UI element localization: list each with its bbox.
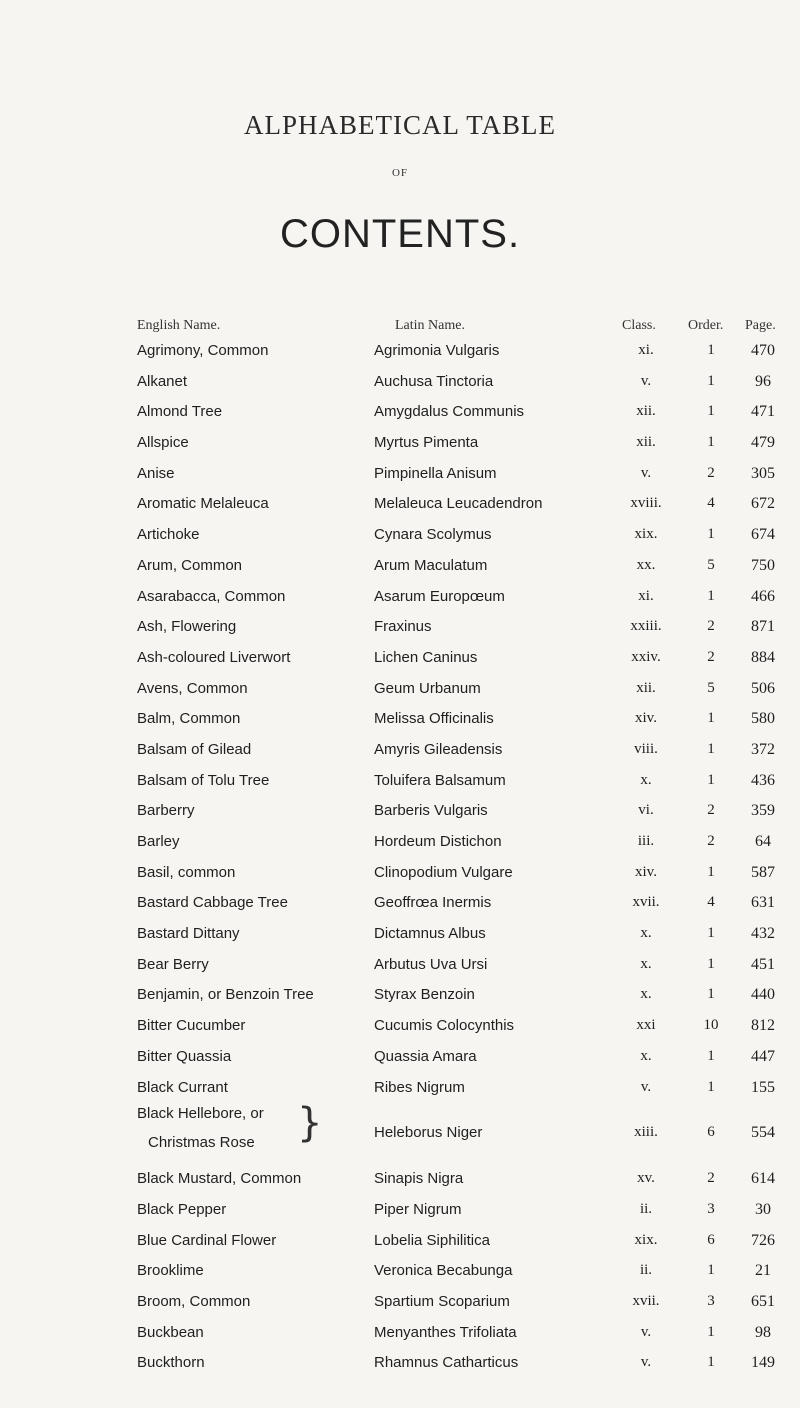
class-value: xi.: [638, 587, 654, 604]
order-value: 10: [703, 1017, 719, 1034]
table-row: [0, 672, 800, 703]
column-header-order: Order.: [688, 318, 724, 333]
page-number: 580: [751, 710, 775, 728]
class-value: v.: [640, 1323, 652, 1340]
english-name: Arum, Common: [137, 556, 243, 574]
order-value: 3: [707, 1200, 715, 1217]
english-name: Alkanet: [137, 372, 188, 390]
order-value: 1: [707, 1047, 715, 1064]
order-value: 1: [707, 587, 715, 604]
table-row: [0, 856, 800, 887]
latin-name: Amygdalus Communis: [374, 403, 525, 421]
english-name: Buckbean: [137, 1323, 204, 1341]
table-row: [0, 1254, 800, 1285]
order-value: 1: [707, 434, 715, 451]
english-name: Almond Tree: [137, 403, 223, 421]
class-value: xxiv.: [631, 648, 661, 665]
class-value: xiv.: [635, 710, 657, 727]
table-row: [0, 365, 800, 396]
class-value: ii.: [639, 1200, 653, 1217]
english-name: Black Pepper: [137, 1200, 227, 1218]
english-name: Benjamin, or Benzoin Tree: [137, 986, 314, 1004]
latin-name: Cynara Scolymus: [374, 526, 492, 544]
class-value: xiv.: [635, 863, 657, 880]
page-number: 554: [751, 1124, 775, 1142]
latin-name: Auchusa Tinctoria: [374, 372, 494, 390]
latin-name: Clinopodium Vulgare: [374, 863, 513, 881]
latin-name: Menyanthes Trifoliata: [374, 1323, 517, 1341]
english-name: Brooklime: [137, 1262, 204, 1280]
order-value: 1: [707, 1354, 715, 1371]
page-number: 479: [751, 434, 775, 452]
latin-name: Piper Nigrum: [374, 1200, 462, 1218]
latin-name: Lobelia Siphilitica: [374, 1231, 490, 1249]
page-number: 871: [751, 618, 775, 636]
class-value: x.: [640, 925, 652, 942]
page-number: 587: [751, 863, 775, 881]
brace-icon: }: [297, 1100, 323, 1147]
class-value: v.: [640, 372, 652, 389]
order-value: 1: [707, 986, 715, 1003]
order-value: 6: [707, 1231, 715, 1248]
table-row: [0, 764, 800, 795]
table-row: [0, 580, 800, 611]
latin-name: Melaleuca Leucadendron: [374, 495, 543, 513]
class-value: v.: [640, 1078, 652, 1095]
class-value: xii.: [636, 403, 656, 420]
order-value: 1: [707, 710, 715, 727]
english-name: Balm, Common: [137, 710, 241, 728]
table-row: [0, 395, 800, 426]
class-value: x.: [640, 1047, 652, 1064]
english-name: Barberry: [137, 802, 195, 820]
table-row: [0, 1193, 800, 1224]
english-name: Aromatic Melaleuca: [137, 495, 269, 513]
order-value: 1: [707, 1323, 715, 1340]
class-value: xii.: [636, 434, 656, 451]
class-value: xxiii.: [630, 618, 662, 635]
page-number: 726: [751, 1231, 775, 1249]
latin-name: Dictamnus Albus: [374, 925, 486, 943]
table-row: [0, 886, 800, 917]
class-value: xvii.: [632, 894, 660, 911]
latin-name: Cucumis Colocynthis: [374, 1017, 515, 1035]
class-value: viii.: [634, 740, 658, 757]
page-number: 470: [751, 342, 775, 359]
table-row: [0, 978, 800, 1009]
class-value: xix.: [634, 526, 658, 543]
english-name: Bastard Cabbage Tree: [137, 894, 288, 912]
page-number: 30: [755, 1200, 771, 1218]
latin-name: Styrax Benzoin: [374, 986, 475, 1004]
page-number: 672: [751, 495, 775, 513]
table-row: [0, 426, 800, 457]
english-name: Black Currant: [137, 1078, 228, 1096]
english-name: Ash, Flowering: [137, 618, 237, 636]
column-header-english: English Name.: [137, 318, 221, 333]
page-number: 651: [751, 1292, 775, 1310]
order-value: 1: [707, 526, 715, 543]
table-row: [0, 948, 800, 979]
page-number: 631: [751, 894, 775, 912]
class-value: xv.: [637, 1170, 655, 1187]
contents-table: [0, 334, 800, 1377]
table-row: [0, 457, 800, 488]
order-value: 1: [707, 740, 715, 757]
english-name: Agrimony, Common: [137, 342, 269, 359]
latin-name: Quassia Amara: [374, 1047, 477, 1065]
order-value: 1: [707, 955, 715, 972]
class-value: ii.: [639, 1262, 653, 1279]
table-row: [0, 518, 800, 549]
order-value: 1: [707, 1078, 715, 1095]
table-row: [0, 549, 800, 580]
english-name: Artichoke: [137, 526, 200, 544]
latin-name: Lichen Caninus: [374, 648, 478, 666]
english-name: Balsam of Tolu Tree: [137, 771, 270, 789]
table-row: [0, 610, 800, 641]
order-value: 2: [707, 1170, 715, 1187]
class-value: xii.: [636, 679, 656, 696]
class-value: xi.: [638, 342, 654, 358]
page-number: 447: [751, 1047, 775, 1065]
page-number: 98: [755, 1323, 771, 1341]
page-number: 884: [751, 648, 775, 666]
order-value: 5: [707, 679, 715, 696]
order-value: 2: [707, 618, 715, 635]
table-row: [0, 1101, 800, 1162]
order-value: 3: [707, 1292, 715, 1309]
order-value: 6: [707, 1124, 715, 1141]
class-value: xvii.: [632, 1292, 660, 1309]
table-row: [0, 1346, 800, 1377]
page-number: 466: [751, 587, 775, 605]
order-value: 2: [707, 802, 715, 819]
english-name: Balsam of Gilead: [137, 740, 252, 758]
english-name: Blue Cardinal Flower: [137, 1231, 277, 1249]
page-number: 451: [751, 955, 775, 973]
order-value: 1: [707, 771, 715, 788]
page-number: 440: [751, 986, 775, 1004]
page-number: 812: [751, 1017, 775, 1035]
order-value: 4: [707, 894, 715, 911]
english-name: Asarabacca, Common: [137, 587, 286, 605]
latin-name: Barberis Vulgaris: [374, 802, 488, 820]
table-row: [0, 487, 800, 518]
page-number: 155: [751, 1078, 775, 1096]
latin-name: Asarum Europœum: [374, 587, 505, 605]
class-value: x.: [640, 955, 652, 972]
table-row: [0, 917, 800, 948]
page-title: ALPHABETICAL TABLE: [243, 110, 557, 140]
latin-name: Pimpinella Anisum: [374, 464, 497, 482]
english-name: Avens, Common: [137, 679, 248, 697]
column-header-page: Page.: [745, 318, 776, 333]
page-number: 96: [755, 372, 771, 390]
page-number: 372: [751, 740, 775, 758]
class-value: x.: [640, 771, 652, 788]
order-value: 4: [707, 495, 715, 512]
page-heading: CONTENTS.: [279, 212, 521, 256]
english-name: Broom, Common: [137, 1292, 251, 1310]
latin-name: Sinapis Nigra: [374, 1170, 464, 1188]
english-name-line1: Black Hellebore, or: [137, 1105, 264, 1123]
table-row: [0, 1316, 800, 1347]
class-value: xxi: [636, 1017, 656, 1034]
latin-name: Arbutus Uva Ursi: [374, 955, 488, 973]
order-value: 1: [707, 403, 715, 420]
page-number: 149: [751, 1354, 775, 1372]
english-name: Bitter Quassia: [137, 1047, 232, 1065]
table-row: [0, 702, 800, 733]
english-name: Basil, common: [137, 863, 236, 881]
latin-name: Ribes Nigrum: [374, 1078, 465, 1096]
order-value: 1: [707, 372, 715, 389]
english-name-line2: Christmas Rose: [148, 1134, 255, 1152]
table-row: [0, 733, 800, 764]
latin-name: Melissa Officinalis: [374, 710, 494, 728]
table-row: [0, 1224, 800, 1255]
class-value: vi.: [638, 802, 654, 819]
page-number: 614: [751, 1170, 775, 1188]
english-name: Bitter Cucumber: [137, 1017, 246, 1035]
table-row: [0, 794, 800, 825]
table-row: [0, 641, 800, 672]
order-value: 2: [707, 464, 715, 481]
class-value: v.: [640, 464, 652, 481]
class-value: xiii.: [634, 1124, 658, 1141]
page-number: 21: [755, 1262, 771, 1280]
latin-name: Hordeum Distichon: [374, 833, 502, 850]
order-value: 2: [707, 833, 715, 849]
table-row: [0, 825, 800, 856]
order-value: 1: [707, 863, 715, 880]
english-name: [137, 1105, 264, 1151]
latin-name: Geoffrœa Inermis: [374, 894, 492, 912]
class-value: xviii.: [630, 495, 662, 512]
page-number: 750: [751, 556, 775, 574]
english-name: Buckthorn: [137, 1354, 205, 1372]
table-row: [0, 1009, 800, 1040]
latin-name: Myrtus Pimenta: [374, 434, 479, 452]
page-number: 506: [751, 679, 775, 697]
latin-name: Veronica Becabunga: [374, 1262, 513, 1280]
page-number: 305: [751, 464, 775, 482]
order-value: 5: [707, 556, 715, 573]
latin-name: Arum Maculatum: [374, 556, 488, 574]
class-value: xx.: [636, 556, 656, 573]
table-row: [0, 1285, 800, 1316]
latin-name: Toluifera Balsamum: [374, 771, 506, 789]
table-row: [0, 1162, 800, 1193]
latin-name: Spartium Scoparium: [374, 1292, 510, 1310]
page-number: 674: [751, 526, 775, 544]
english-name: Bastard Dittany: [137, 925, 240, 943]
latin-name: Agrimonia Vulgaris: [374, 342, 500, 359]
page-number: 359: [751, 802, 775, 820]
latin-name: Fraxinus: [374, 618, 432, 636]
table-row: [0, 1071, 800, 1102]
order-value: 1: [707, 342, 715, 358]
order-value: 1: [707, 925, 715, 942]
english-name: Ash-coloured Liverwort: [137, 648, 291, 666]
class-value: v.: [640, 1354, 652, 1371]
page-number: 471: [751, 403, 775, 421]
class-value: iii.: [637, 833, 655, 849]
table-row: [0, 334, 800, 365]
class-value: x.: [640, 986, 652, 1003]
english-name: Anise: [137, 464, 175, 482]
column-header-latin: Latin Name.: [395, 318, 465, 333]
latin-name: Geum Urbanum: [374, 679, 481, 697]
page-number: 64: [755, 833, 771, 850]
page-number: 432: [751, 925, 775, 943]
latin-name: Amyris Gileadensis: [374, 740, 503, 758]
order-value: 2: [707, 648, 715, 665]
class-value: xix.: [634, 1231, 658, 1248]
column-header-class: Class.: [622, 318, 656, 333]
latin-name: Rhamnus Catharticus: [374, 1354, 519, 1372]
page-subtitle: OF: [391, 167, 409, 179]
page-number: 436: [751, 771, 775, 789]
order-value: 1: [707, 1262, 715, 1279]
english-name: Black Mustard, Common: [137, 1170, 302, 1188]
table-row: [0, 1040, 800, 1071]
english-name: Bear Berry: [137, 955, 209, 973]
latin-name: Heleborus Niger: [374, 1124, 483, 1142]
english-name: Barley: [137, 833, 180, 850]
english-name: Allspice: [137, 434, 189, 452]
